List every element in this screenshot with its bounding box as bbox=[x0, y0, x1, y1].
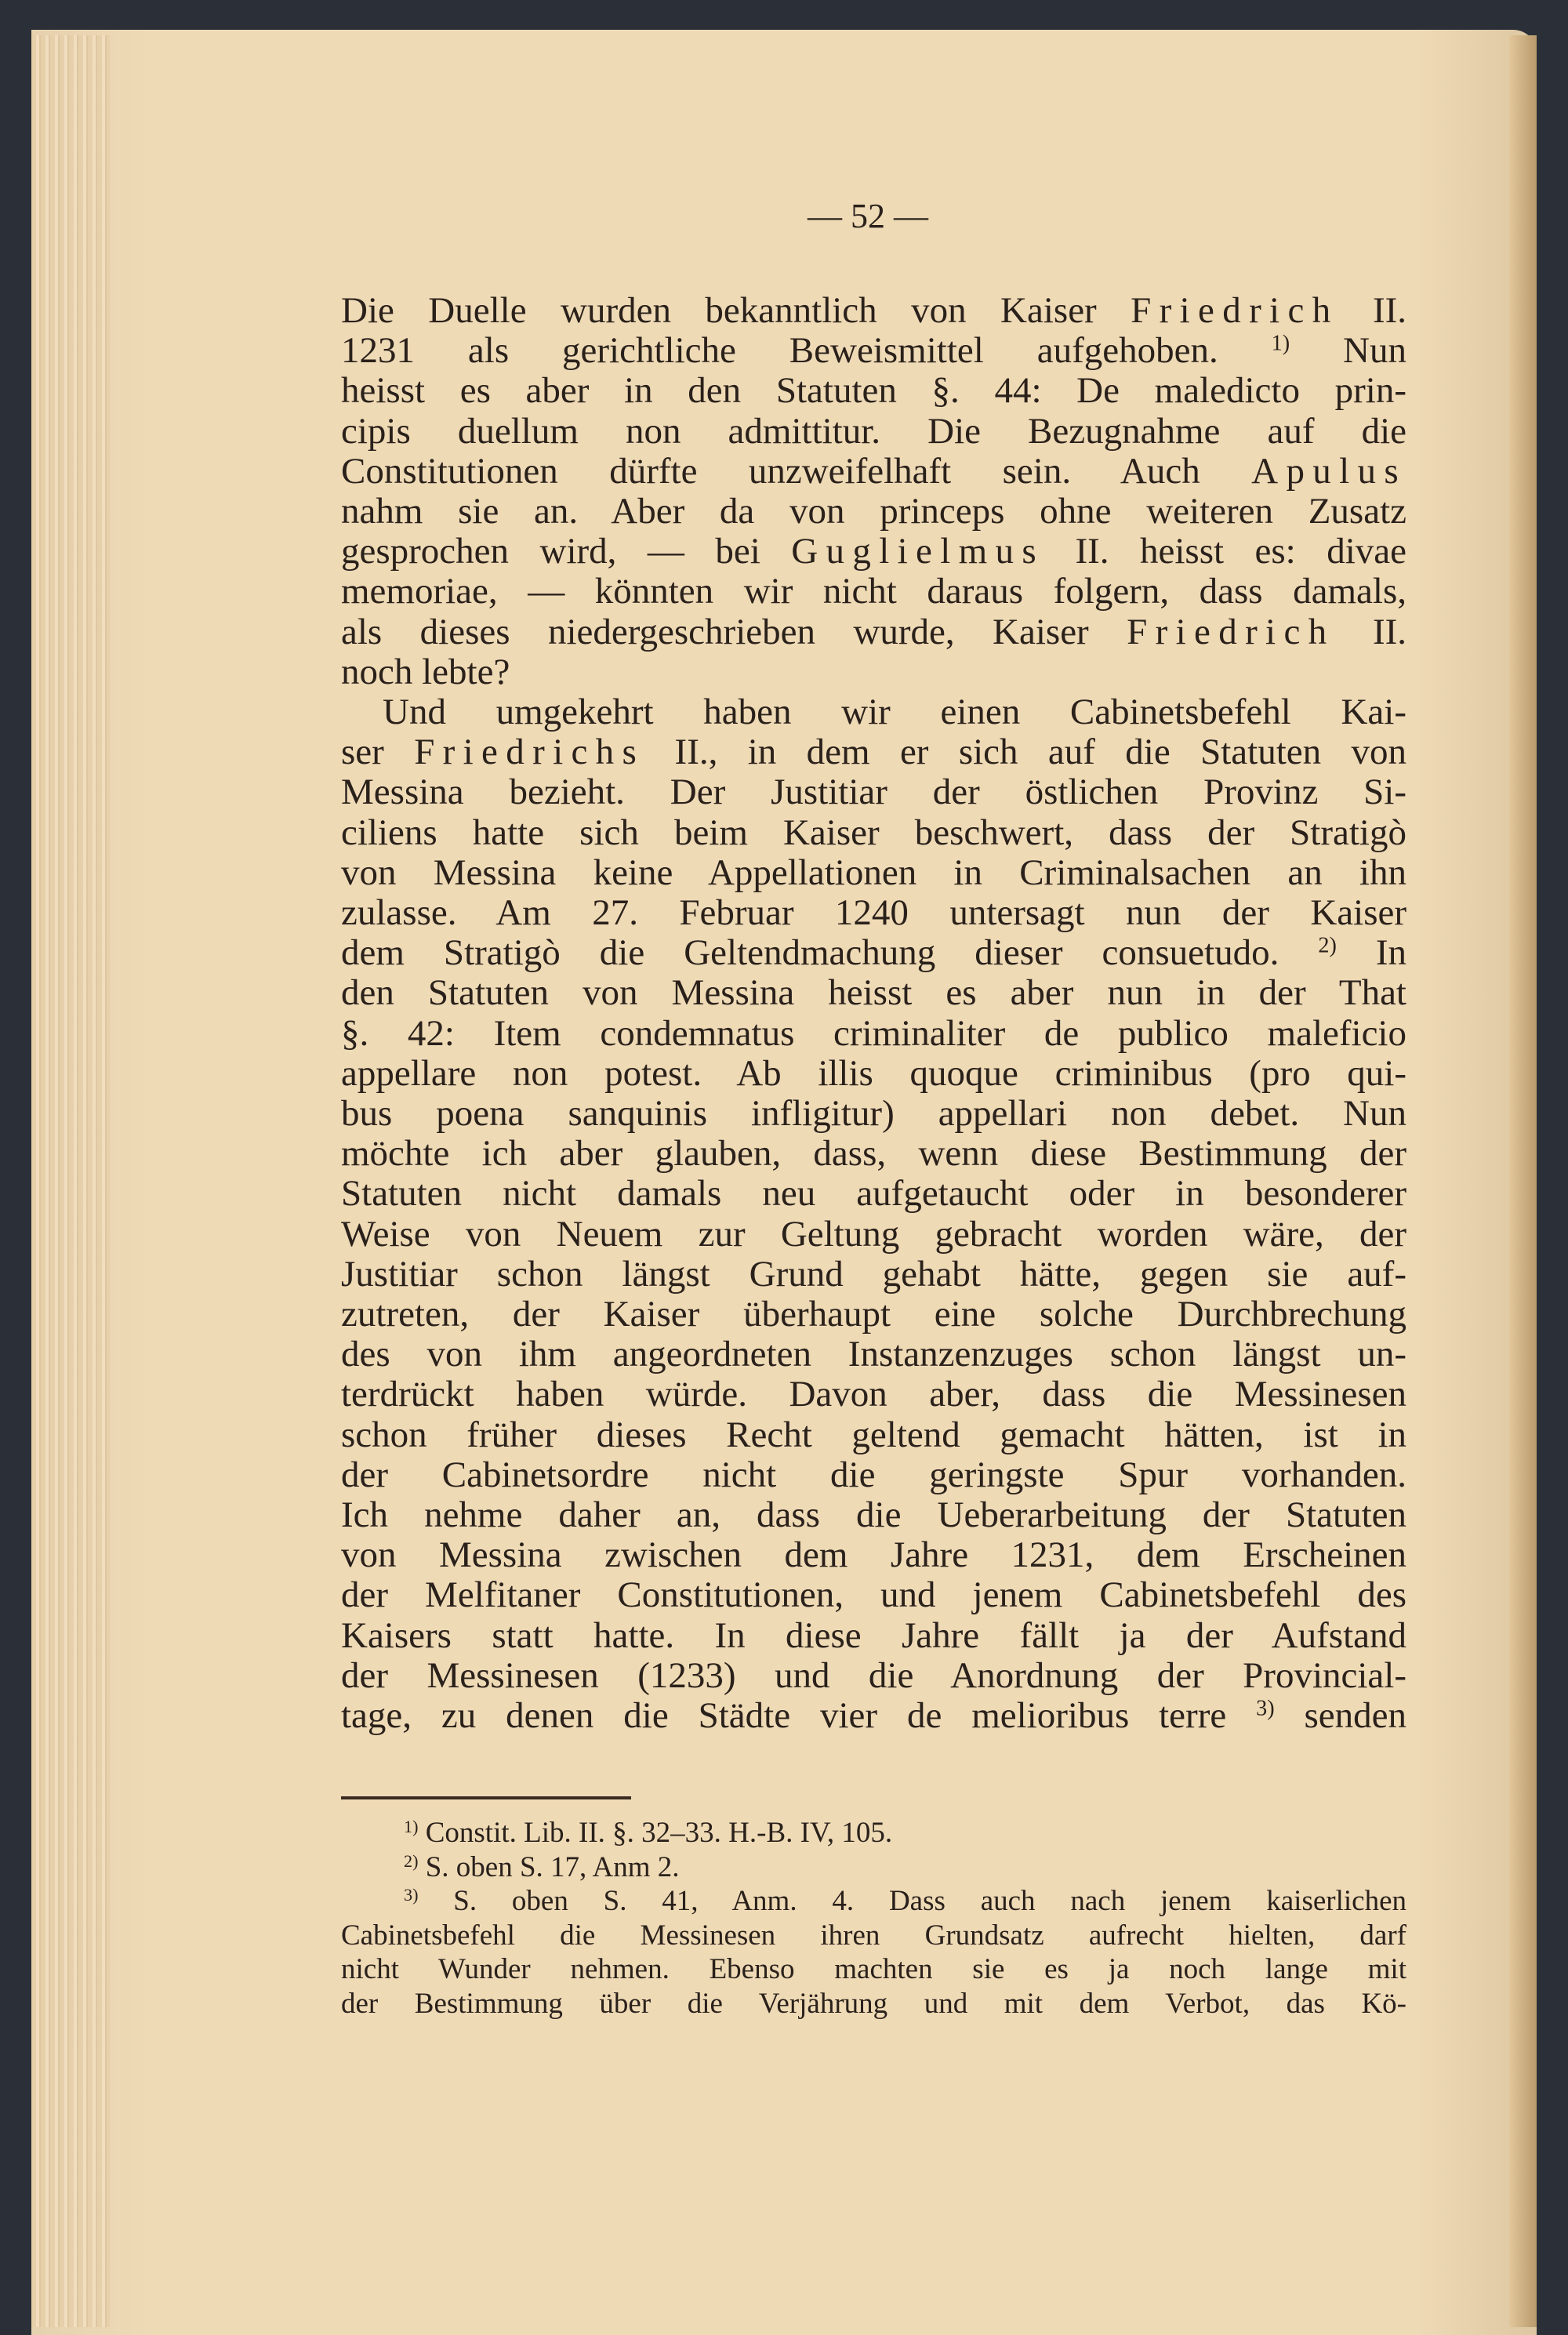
text-segment: nahm sie an. Aber da von princeps ohne weiteren Zusatz bbox=[341, 491, 1406, 532]
text-segment: memoriae, — könnten wir nicht daraus folgern, dass damals, bbox=[341, 571, 1406, 612]
spaced-name: Friedrich bbox=[1127, 611, 1335, 652]
page-edges bbox=[31, 35, 110, 2327]
text-line bbox=[341, 1575, 1406, 1615]
text-line bbox=[341, 291, 1406, 331]
footnote-line bbox=[404, 1850, 1406, 1885]
text-segment: cipis duellum non admittitur. Die Bezugnahme auf die bbox=[341, 410, 1406, 452]
text-line bbox=[341, 412, 1406, 452]
text-segment: Nun bbox=[1290, 330, 1406, 372]
text-segment: Ich nehme daher an, dass die Ueberarbeitung der Statuten bbox=[341, 1494, 1406, 1535]
text-segment: S. oben S. 41, Anm. 4. Dass auch nach jenem kaiserlichen bbox=[418, 1885, 1406, 1918]
page-number: — 52 — bbox=[808, 197, 928, 235]
text-segment: als dieses niedergeschrieben wurde, Kaiser bbox=[341, 611, 1127, 652]
text-line bbox=[341, 1094, 1406, 1134]
text-line bbox=[341, 813, 1406, 853]
text-segment: der Messinesen (1233) und die Anordnung der Provincial- bbox=[341, 1654, 1406, 1696]
footnote-marker: 3) bbox=[1256, 1696, 1275, 1721]
text-line bbox=[341, 772, 1406, 812]
text-segment: heisst es aber in den Statuten §. 44: De maledicto prin- bbox=[341, 370, 1406, 412]
footnote-line bbox=[341, 1952, 1406, 1987]
text-segment: nicht Wunder nehmen. Ebenso machten sie es ja noch lange mit bbox=[341, 1953, 1406, 1986]
text-line bbox=[341, 1014, 1406, 1054]
text-line bbox=[341, 732, 1406, 772]
text-segment: appellare non potest. Ab illis quoque criminibus (pro qui- bbox=[341, 1052, 1406, 1094]
footnote-marker: 2) bbox=[1318, 933, 1337, 958]
text-line bbox=[341, 973, 1406, 1013]
text-line bbox=[341, 1335, 1406, 1374]
text-segment: §. 42: Item condemnatus criminaliter de publico maleficio bbox=[341, 1012, 1406, 1054]
spaced-name: Guglielmus bbox=[791, 531, 1044, 572]
text-segment: II., in dem er sich auf die Statuten von bbox=[644, 732, 1407, 773]
footnote-line bbox=[341, 1987, 1406, 2021]
text-line bbox=[341, 1295, 1406, 1335]
text-segment: noch lebte? bbox=[341, 651, 510, 692]
text-line bbox=[341, 893, 1406, 933]
text-segment: S. oben S. 17, Anm 2. bbox=[418, 1850, 680, 1883]
text-segment: ser bbox=[341, 732, 415, 773]
footnote-line bbox=[404, 1816, 1406, 1850]
spaced-name: Friedrichs bbox=[414, 732, 645, 773]
text-segment: zulasse. Am 27. Februar 1240 untersagt nun der Kaiser bbox=[341, 892, 1406, 933]
text-line bbox=[341, 933, 1406, 973]
text-line bbox=[341, 1415, 1406, 1455]
footnote-marker: 2) bbox=[404, 1850, 419, 1871]
text-line bbox=[341, 1374, 1406, 1414]
text-line bbox=[341, 452, 1406, 492]
text-line bbox=[341, 1455, 1406, 1495]
text-segment: der Cabinetsordre nicht die geringste Spur vorhanden. bbox=[341, 1454, 1406, 1495]
text-line bbox=[341, 853, 1406, 893]
text-segment: In bbox=[1336, 932, 1407, 974]
spaced-name: Apulus bbox=[1251, 450, 1406, 492]
footnote-line bbox=[341, 1919, 1406, 1953]
text-segment: Und umgekehrt haben wir einen Cabinetsbefehl Kai- bbox=[383, 692, 1406, 732]
footnote-marker: 3) bbox=[404, 1884, 419, 1905]
text-segment: zutreten, der Kaiser überhaupt eine solche Durchbrechung bbox=[341, 1294, 1406, 1335]
text-segment: von Messina keine Appellationen in Criminalsachen an ihn bbox=[341, 852, 1406, 893]
text-segment: Constitutionen dürfte unzweifelhaft sein. Auch bbox=[341, 450, 1252, 492]
text-line bbox=[341, 612, 1406, 652]
text-segment: Justitiar schon längst Grund gehabt hätte, gegen sie auf- bbox=[341, 1253, 1406, 1295]
text-segment: II. bbox=[1334, 611, 1406, 652]
scan-background bbox=[1537, 0, 1568, 2327]
text-segment: ciliens hatte sich beim Kaiser beschwert, dass der Stratigò bbox=[341, 812, 1406, 853]
text-segment: dem Stratigò die Geltendmachung dieser consuetudo. bbox=[341, 932, 1319, 974]
text-segment: möchte ich aber glauben, dass, wenn diese Bestimmung der bbox=[341, 1133, 1406, 1175]
text-segment: Statuten nicht damals neu aufgetaucht oder in besonderer bbox=[341, 1173, 1406, 1215]
text-segment: II. heisst es: divae bbox=[1044, 531, 1406, 572]
text-segment: gesprochen wird, — bei bbox=[341, 531, 792, 572]
text-segment: tage, zu denen die Städte vier de melioribus terre bbox=[341, 1695, 1257, 1736]
text-segment: Messina bezieht. Der Justitiar der östlichen Provinz Si- bbox=[341, 772, 1406, 813]
text-line bbox=[341, 652, 1406, 692]
text-line bbox=[341, 532, 1406, 572]
text-line bbox=[341, 1616, 1406, 1656]
text-line bbox=[341, 1696, 1406, 1736]
text-segment: Die Duelle wurden bekanntlich von Kaiser bbox=[341, 290, 1131, 331]
footnote-marker: 1) bbox=[1271, 331, 1290, 356]
text-line bbox=[341, 1535, 1406, 1575]
footnote-marker: 1) bbox=[404, 1816, 419, 1836]
text-line bbox=[341, 572, 1406, 612]
text-segment: des von ihm angeordneten Instanzenzuges schon längst un- bbox=[341, 1334, 1406, 1375]
text-segment: Kaisers statt hatte. In diese Jahre fällt ja der Aufstand bbox=[341, 1614, 1406, 1656]
text-segment: den Statuten von Messina heisst es aber nun in der That bbox=[341, 972, 1406, 1014]
gutter-shadow bbox=[1509, 35, 1537, 2327]
text-line bbox=[341, 492, 1406, 532]
text-line bbox=[341, 331, 1406, 371]
text-line bbox=[341, 371, 1406, 411]
text-line bbox=[341, 1174, 1406, 1214]
text-segment: Weise von Neuem zur Geltung gebracht worden wäre, der bbox=[341, 1213, 1406, 1255]
text-segment: der Melfitaner Constitutionen, und jenem Cabinetsbefehl des bbox=[341, 1574, 1406, 1616]
footnote-rule bbox=[341, 1796, 631, 1799]
text-segment: der Bestimmung über die Verjährung und mit dem Verbot, das Kö- bbox=[341, 1988, 1406, 2020]
text-segment: schon früher dieses Recht geltend gemacht hätten, ist in bbox=[341, 1414, 1406, 1455]
text-segment: Constit. Lib. II. §. 32–33. H.-B. IV, 105. bbox=[418, 1817, 893, 1849]
text-line bbox=[341, 1134, 1406, 1174]
footnote-line bbox=[404, 1884, 1406, 1919]
text-segment: 1231 als gerichtliche Beweismittel aufgehoben. bbox=[341, 330, 1272, 372]
text-line bbox=[341, 1255, 1406, 1295]
text-segment: terdrückt haben würde. Davon aber, dass die Messinesen bbox=[341, 1374, 1406, 1415]
text-segment: bus poena sanquinis infligitur) appellari non debet. Nun bbox=[341, 1093, 1406, 1134]
text-segment: II. bbox=[1338, 290, 1406, 331]
text-line bbox=[341, 1215, 1406, 1255]
text-segment: von Messina zwischen dem Jahre 1231, dem Erscheinen bbox=[341, 1534, 1406, 1576]
text-line bbox=[341, 1656, 1406, 1696]
text-line bbox=[383, 692, 1406, 732]
text-segment: senden bbox=[1274, 1695, 1406, 1736]
spaced-name: Friedrich bbox=[1131, 290, 1339, 331]
text-segment: Cabinetsbefehl die Messinesen ihren Grundsatz aufrecht hielten, darf bbox=[341, 1919, 1406, 1952]
text-line bbox=[341, 1495, 1406, 1535]
text-line bbox=[341, 1054, 1406, 1094]
